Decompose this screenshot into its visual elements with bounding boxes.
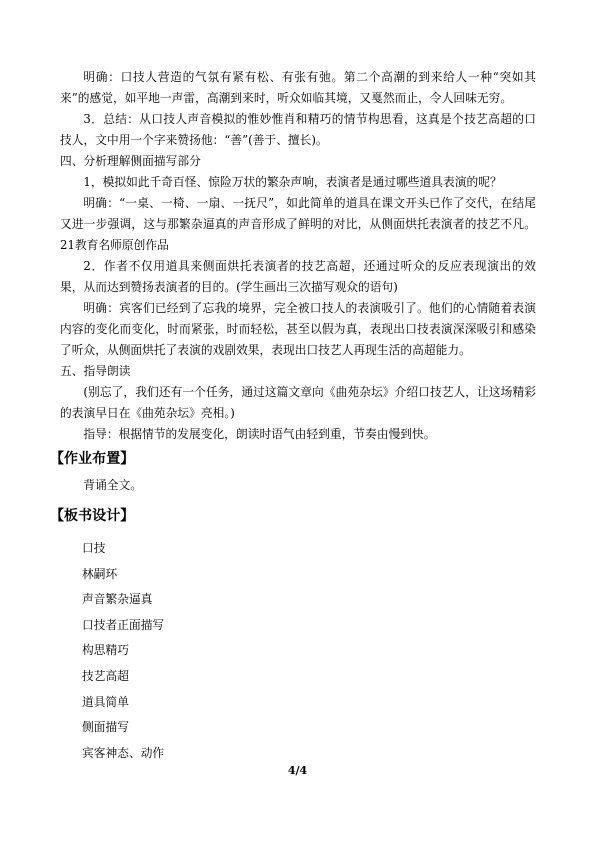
- board-item: 林嗣环: [82, 566, 118, 581]
- board-item: 侧面描写: [82, 720, 129, 735]
- board-item: 构思精巧: [82, 643, 129, 658]
- paragraph-reading-guide: 指导：根据情节的发展变化，朗读时语气由轻到重，节奏由慢到快。: [83, 427, 436, 441]
- paragraph-audience-reaction: 2．作者不仅用道具来侧面烘托表演者的技艺高超，还通过听众的反应表现演出的效果，从而达到赞扬表演者的目的。(学生画出三次描写观众的语句): [60, 259, 536, 294]
- section-heading-reading: 五、指导朗读: [60, 364, 131, 378]
- paragraph-clarify-props: 明确：“一桌、一椅、一扇、一抚尺”，如此简单的道具在课文开头已作了交代，在结尾又进一步强调，这与那繁杂逼真的声音形成了鲜明的对比，从侧面烘托表演者的技艺不凡。21教育名师原创作品: [60, 196, 536, 252]
- paragraph-question-props: 1，模拟如此千奇百怪、惊险万状的繁杂声响，表演者是通过哪些道具表演的呢？: [83, 175, 502, 189]
- board-item: 宾客神态、动作: [82, 745, 165, 760]
- paragraph-clarify-guests: 明确：宾客们已经到了忘我的境界，完全被口技人的表演吸引了。他们的心情随着表演内容的变化而变化，时而紧张，时而轻松，甚至以假为真，表现出口技表演深深吸引和感染了听众，从侧面烘托了表演的戏剧效果，表现出口技艺人再现生活的高超能力。: [60, 301, 536, 357]
- board-item: 声音繁杂逼真: [82, 592, 153, 607]
- paragraph-summary: 3．总结：从口技人声音模拟的惟妙惟肖和精巧的情节构思看，这真是个技艺高超的口技人，文中用一个字来赞扬他：“善”(善于、擅长)。: [60, 112, 536, 147]
- section-heading-side-description: 四、分析理解侧面描写部分: [60, 154, 201, 168]
- page-number: 4/4: [287, 764, 308, 777]
- board-design-list: [82, 536, 536, 766]
- homework-task: 背诵全文。: [83, 478, 143, 492]
- board-item: 口技: [82, 541, 106, 555]
- page-content: [50, 67, 536, 766]
- paragraph-task-note: (别忘了，我们还有一个任务，通过这篇文章向《曲苑杂坛》介绍口技艺人，让这场精彩的表演早日在《曲苑杂坛》亮相。): [60, 385, 536, 420]
- homework-heading: 【作业布置】: [50, 451, 135, 467]
- paragraph-clarify-atmosphere: 明确：口技人营造的气氛有紧有松、有张有弛。第二个高潮的到来给人一种“突如其来”的感觉，如平地一声雷，高潮到来时，听众如临其境，又戛然而止，令人回味无穷。: [60, 70, 536, 105]
- board-item: 技艺高超: [82, 668, 129, 683]
- board-design-heading: 【板书设计】: [50, 508, 135, 524]
- board-item: 道具简单: [82, 694, 129, 709]
- board-item: 口技者正面描写: [82, 617, 165, 632]
